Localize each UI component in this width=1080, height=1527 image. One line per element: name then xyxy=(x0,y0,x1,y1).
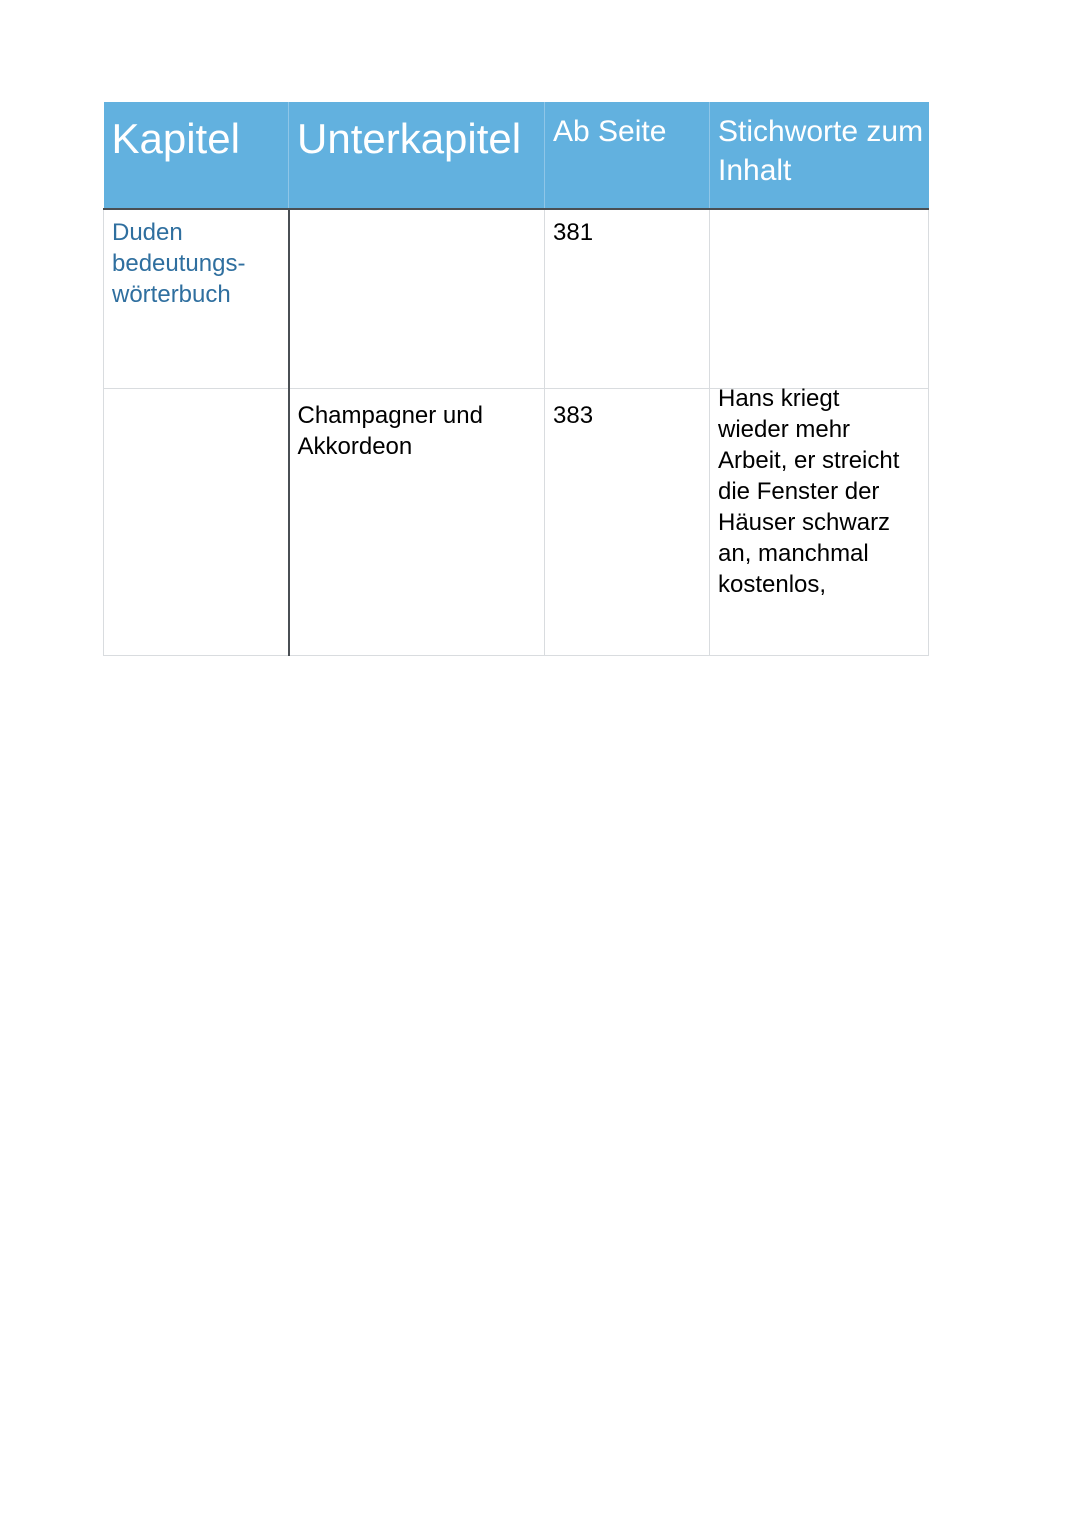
table-row xyxy=(104,389,929,656)
cell-unterkapitel xyxy=(289,389,545,656)
cell-kapitel xyxy=(104,389,289,656)
table-row xyxy=(104,209,929,389)
unterkapitel-text: Champagner und Akkordeon xyxy=(297,402,483,460)
stichworte-text: Hans kriegt wieder mehr Arbeit, er streicht die Fenster der Häuser schwarz an, manchmal kostenlos, xyxy=(718,385,900,598)
cell-stichworte xyxy=(710,209,929,389)
kapitel-text xyxy=(104,389,288,396)
cell-seite xyxy=(545,209,710,389)
cell-stichworte xyxy=(710,385,929,656)
cell-kapitel xyxy=(104,209,289,389)
header-unterkapitel xyxy=(289,102,545,209)
table-header-row xyxy=(104,102,929,209)
header-stichworte xyxy=(710,102,929,209)
seite-text: 381 xyxy=(553,219,594,246)
cell-unterkapitel xyxy=(289,209,545,389)
header-unterkapitel-label: Unterkapitel xyxy=(297,115,522,162)
cell-seite xyxy=(545,389,710,656)
seite-text: 383 xyxy=(553,402,594,429)
header-stichworte-label: Stichworte zum Inhalt xyxy=(718,115,924,187)
header-kapitel xyxy=(104,102,289,209)
chapter-table xyxy=(103,102,929,656)
kapitel-text: Duden bedeutungs-wörterbuch xyxy=(112,219,246,308)
header-kapitel-label: Kapitel xyxy=(111,115,240,162)
header-ab-seite-label: Ab Seite xyxy=(553,115,667,148)
unterkapitel-text xyxy=(290,210,545,217)
header-ab-seite xyxy=(545,102,710,209)
stichworte-text xyxy=(710,210,928,217)
